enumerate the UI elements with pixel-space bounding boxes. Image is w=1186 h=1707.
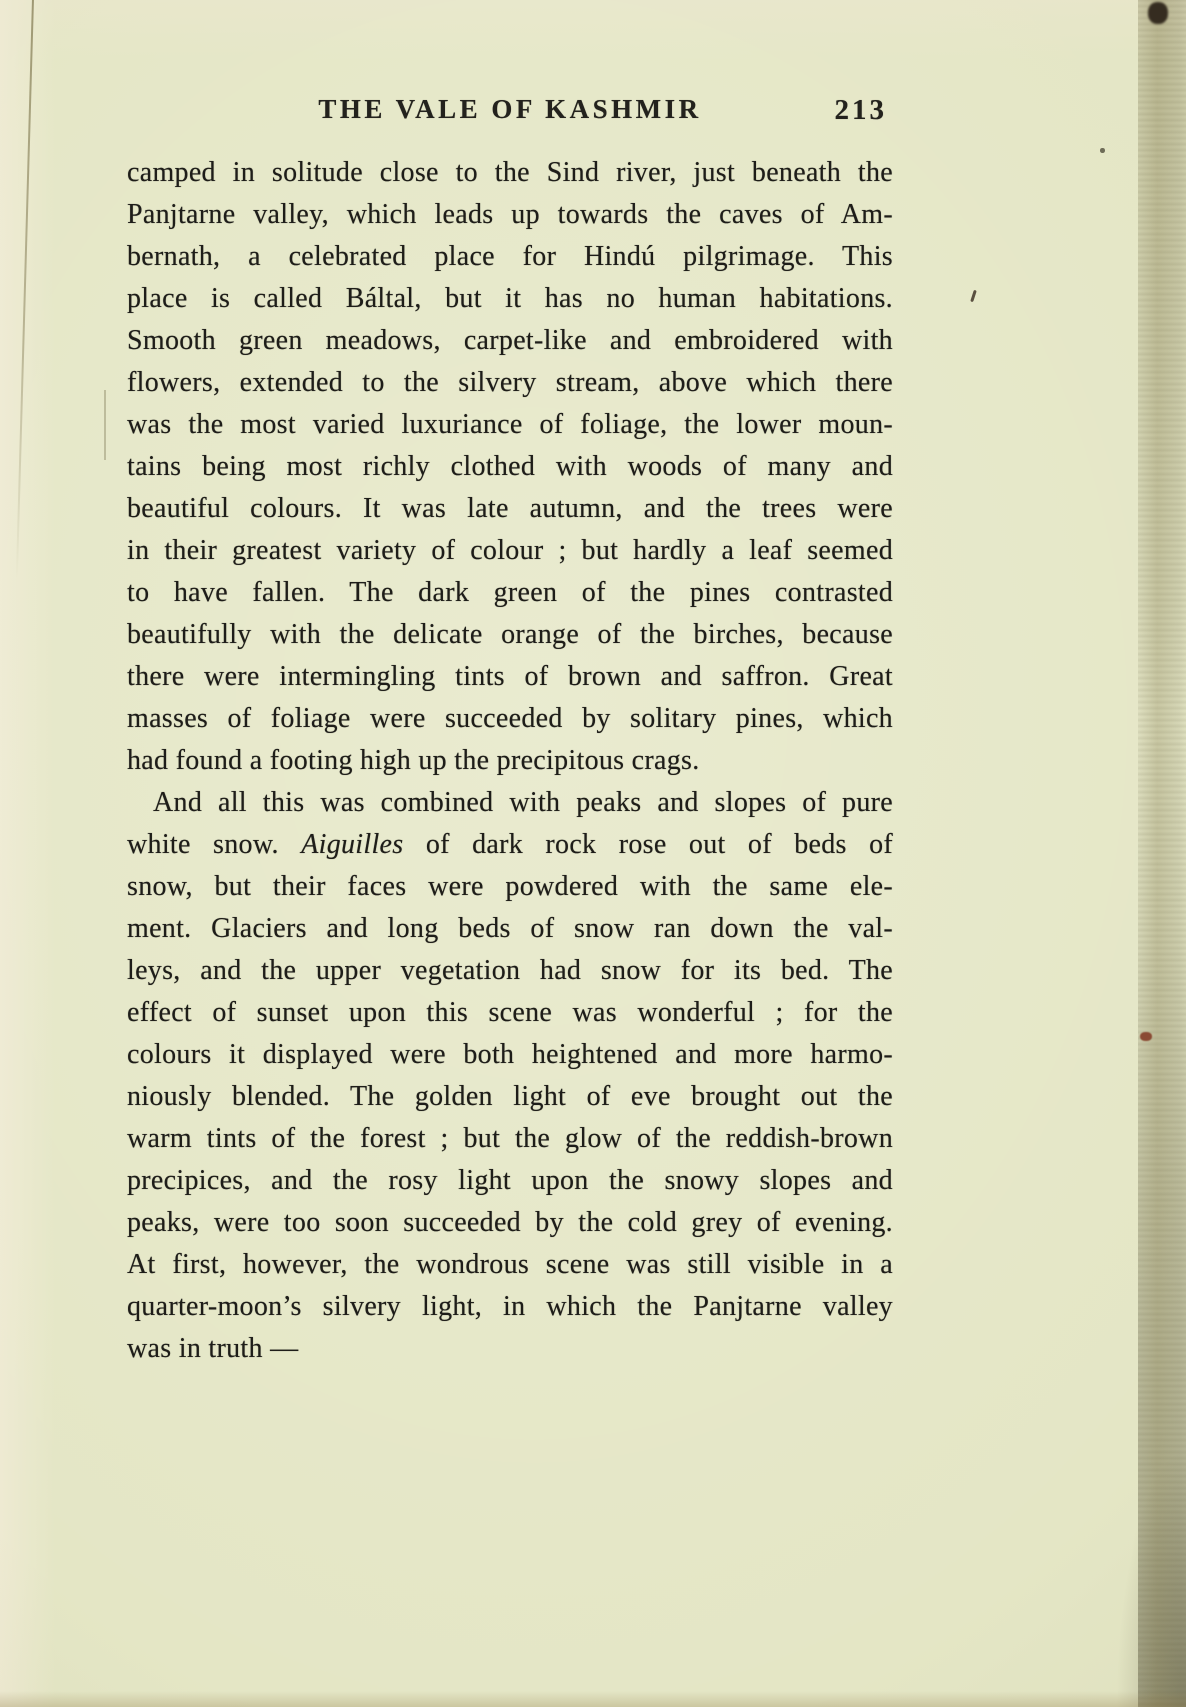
- text-line: colours it displayed were both heightened and more harmo-: [127, 1039, 893, 1070]
- text-line: snow, but their faces were powdered with the same ele-: [127, 871, 893, 902]
- paragraph: [127, 782, 893, 1370]
- text-line: masses of foliage were succeeded by solitary pines, which: [127, 703, 893, 734]
- text-line: flowers, extended to the silvery stream, above which there: [127, 367, 893, 398]
- text-line: was the most varied luxuriance of foliage, the lower moun-: [127, 409, 893, 440]
- text-line: place is called Báltal, but it has no human habitations.: [127, 283, 893, 314]
- text-line: camped in solitude close to the Sind river, just beneath the: [127, 157, 893, 188]
- page-header: [127, 94, 893, 134]
- text-line: beautiful colours. It was late autumn, and the trees were: [127, 493, 893, 524]
- text-line: leys, and the upper vegetation had snow for its bed. The: [127, 955, 893, 986]
- text-line: white snow. Aiguilles of dark rock rose out of beds of: [127, 829, 893, 860]
- text-line: tains being most richly clothed with woods of many and: [127, 451, 893, 482]
- text-line: quarter-moon’s silvery light, in which the Panjtarne valley: [127, 1291, 893, 1322]
- text-block: [127, 152, 893, 1370]
- text-line: to have fallen. The dark green of the pines contrasted: [127, 577, 893, 608]
- text-line: in their greatest variety of colour ; but hardly a leaf seemed: [127, 535, 893, 566]
- text-line: effect of sunset upon this scene was wonderful ; for the: [127, 997, 893, 1028]
- text-line: At first, however, the wondrous scene was still visible in a: [127, 1249, 893, 1280]
- text-line: niously blended. The golden light of eve brought out the: [127, 1081, 893, 1112]
- text-line: precipices, and the rosy light upon the snowy slopes and: [127, 1165, 893, 1196]
- text-line: Smooth green meadows, carpet-like and embroidered with: [127, 325, 893, 356]
- ink-speck: [970, 290, 977, 302]
- bottom-edge-shadow: [0, 1691, 1186, 1707]
- text-line: peaks, were too soon succeeded by the cold grey of evening.: [127, 1207, 893, 1238]
- ink-speck: [1140, 1032, 1152, 1041]
- text-line: bernath, a celebrated place for Hindú pilgrimage. This: [127, 241, 893, 272]
- page-number: 213: [834, 94, 887, 126]
- text-line: ment. Glaciers and long beds of snow ran down the val-: [127, 913, 893, 944]
- text-line: beautifully with the delicate orange of the birches, because: [127, 619, 893, 650]
- text-line: there were intermingling tints of brown and saffron. Great: [127, 661, 893, 692]
- text-line: Panjtarne valley, which leads up towards the caves of Am-: [127, 199, 893, 230]
- ink-speck: [1100, 148, 1105, 153]
- running-title: THE VALE OF KASHMIR: [318, 94, 702, 124]
- text-line: warm tints of the forest ; but the glow of the reddish-brown: [127, 1123, 893, 1154]
- page-crease-mark: [104, 390, 106, 460]
- text-line: had found a footing high up the precipitous crags.: [127, 745, 700, 776]
- text-line: was in truth —: [127, 1333, 299, 1364]
- paragraph: [127, 152, 893, 782]
- text-line: And all this was combined with peaks and slopes of pure: [153, 787, 893, 818]
- bottom-right-shadow: [1116, 1447, 1186, 1707]
- page-crease-line: [16, 0, 34, 580]
- ink-speck: [1148, 2, 1168, 24]
